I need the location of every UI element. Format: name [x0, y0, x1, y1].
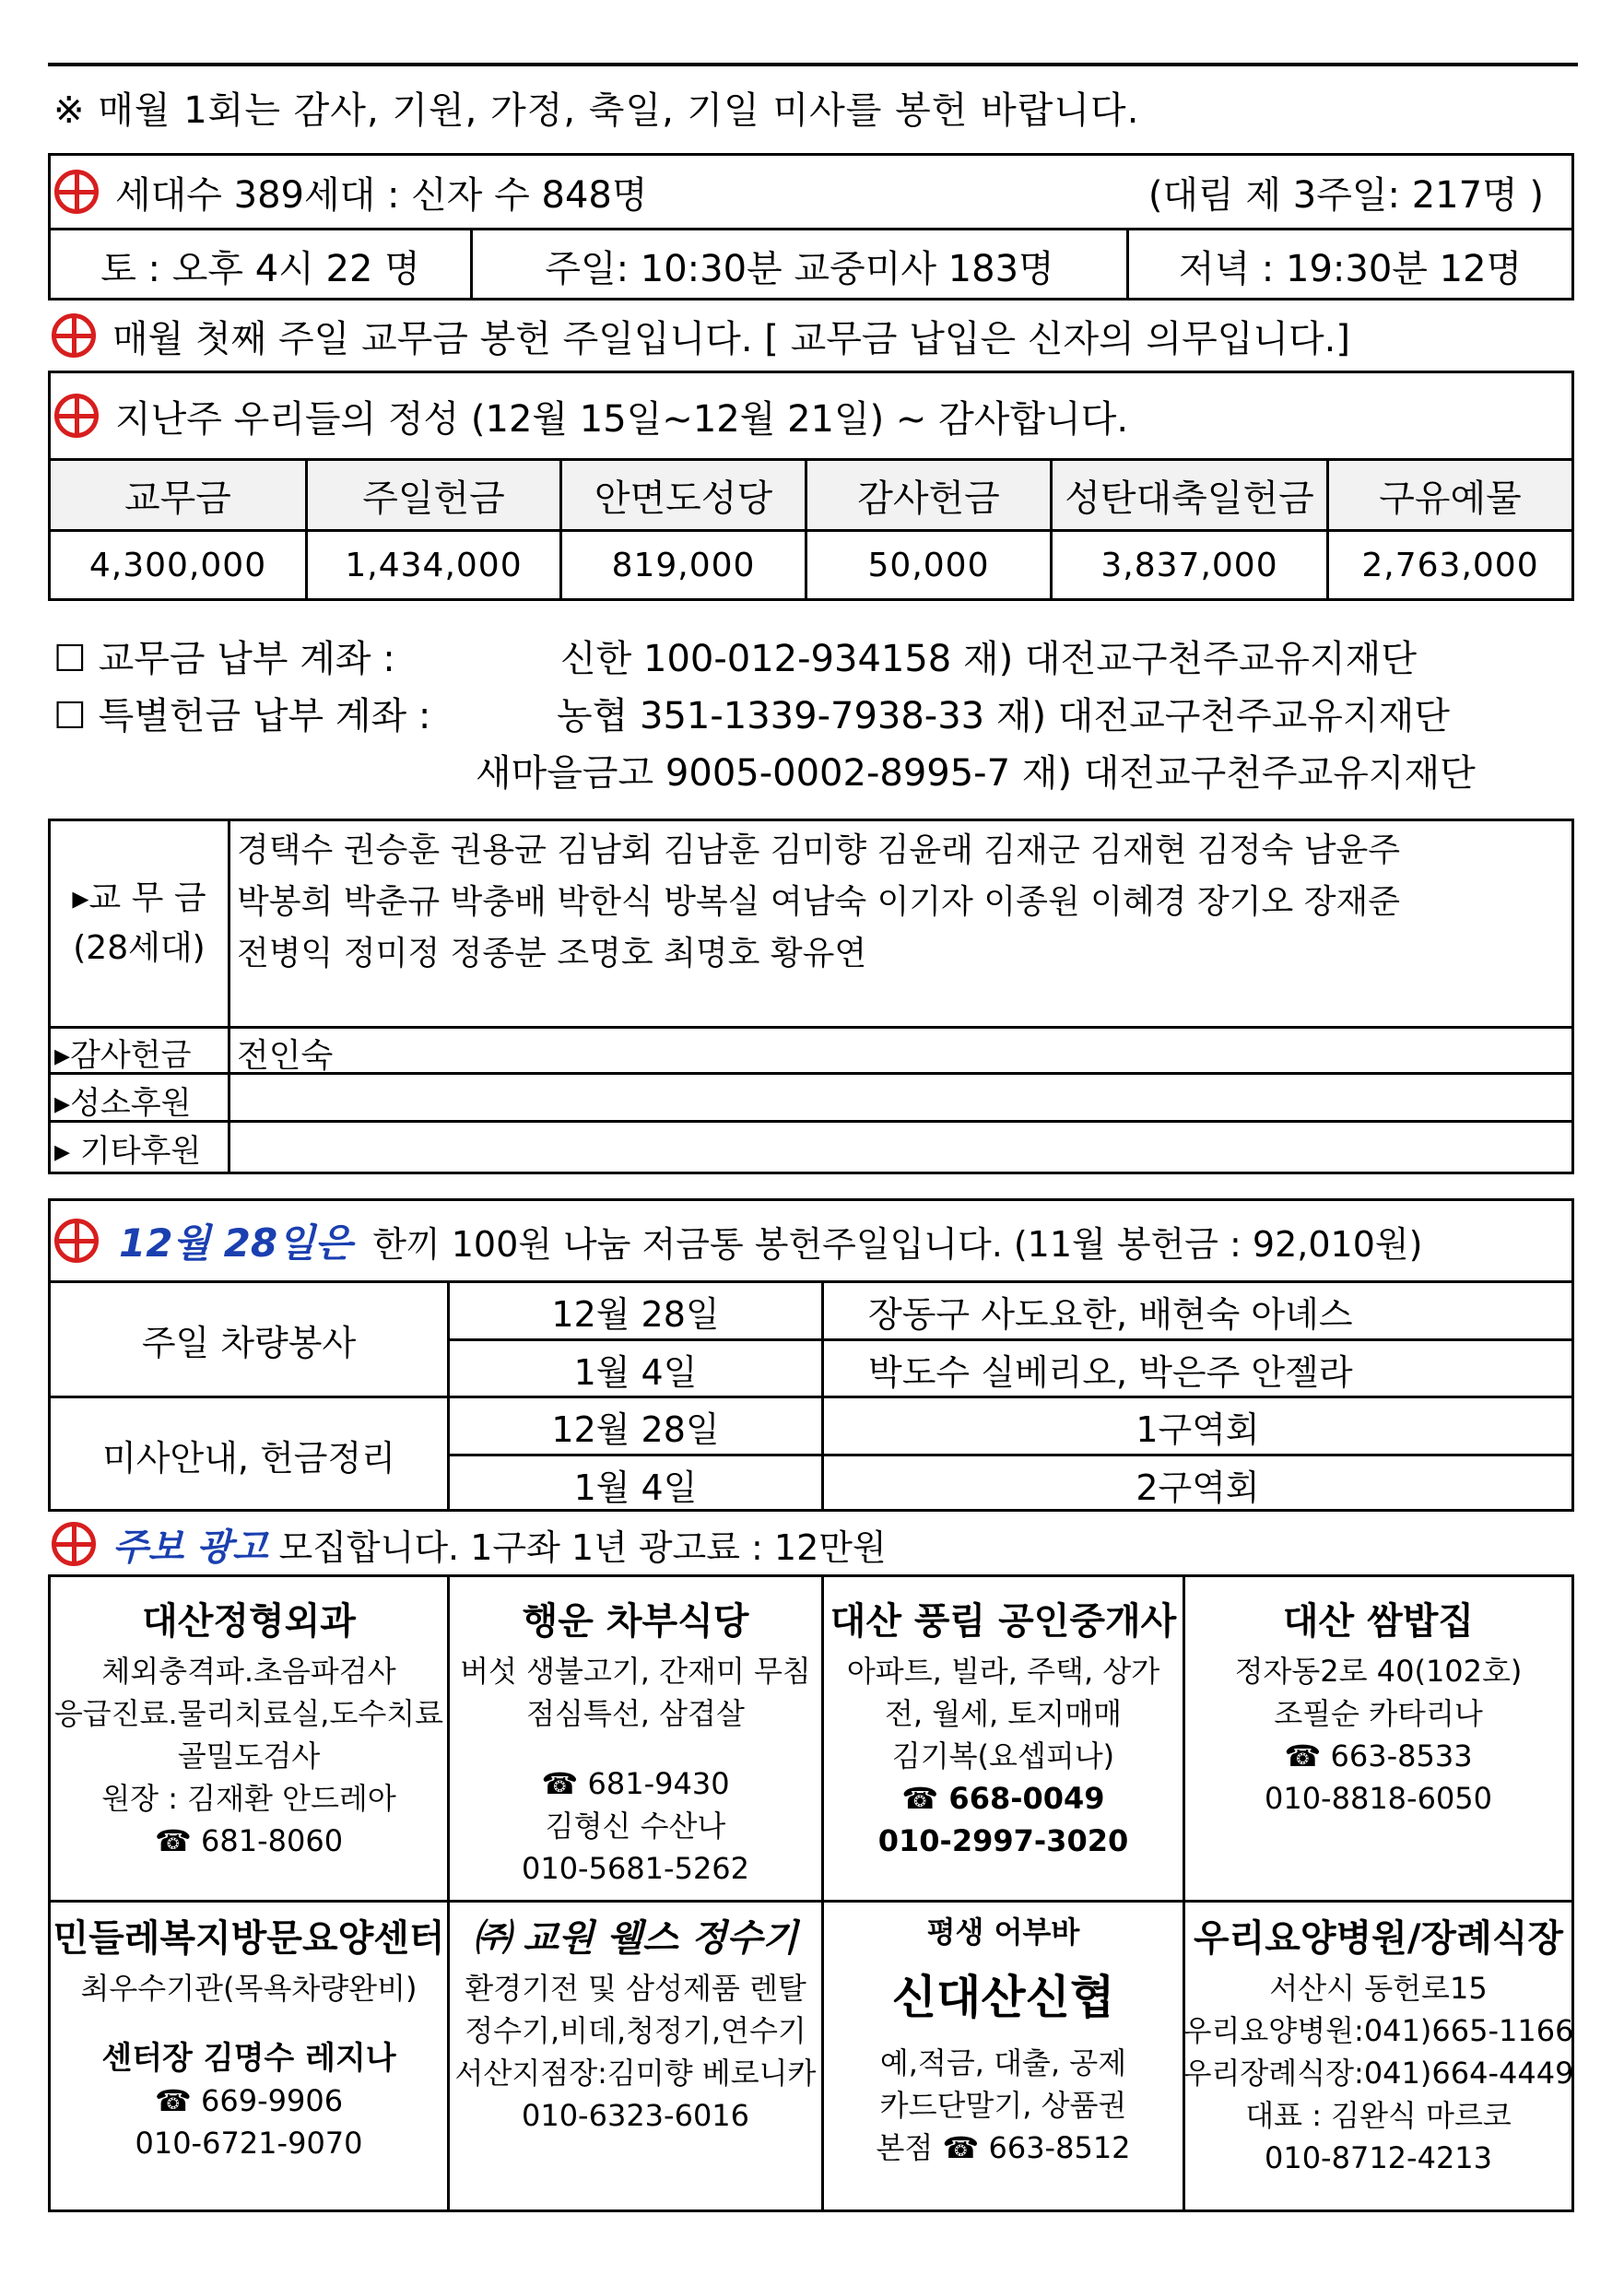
offering-title: 지난주 우리들의 정성 (12월 15일~12월 21일) ~ 감사합니다. [115, 397, 1129, 441]
offering-header-1: 주일헌금 [305, 461, 559, 529]
saemaeul-account: 새마을금고 9005-0002-8995-7 재) 대전교구천주교유지재단 [476, 752, 1476, 795]
due-notice: 매월 첫째 주일 교무금 봉헌 주일입니다. [ 교무금 납입은 신자의 의무입니다.] [112, 317, 1350, 360]
cross-icon [54, 394, 99, 438]
ad-line: 예,적금, 대출, 공제 [879, 2045, 1127, 2080]
ad-line: 최우수기관(목욕차량완비) [80, 1971, 418, 2006]
car-label: 주일 차량봉사 [141, 1322, 357, 1363]
ad-line: 본점 ☎ 663-8512 [876, 2130, 1131, 2165]
mass-notice: ※ 매월 1회는 감사, 기원, 가정, 축일, 기일 미사를 봉헌 바랍니다. [53, 89, 1140, 132]
service-who-cell: 장동구 사도요한, 배현숙 아녜스 [868, 1293, 1353, 1335]
ad-line: 정자동2로 40(102호) [1234, 1654, 1523, 1689]
donors-box [48, 819, 1574, 1174]
offering-value-4: 3,837,000 [1050, 532, 1326, 598]
offering-header-5: 구유예물 [1326, 461, 1571, 529]
ad-title: 대산 쌈밥집 [1282, 1600, 1475, 1643]
ad-line: 010-8818-6050 [1264, 1781, 1493, 1816]
ad-subtitle: 신대산신협 [891, 1971, 1115, 2024]
ad-line: 전, 월세, 토지매매 [884, 1696, 1123, 1731]
service-date-cell: 1월 4일 [573, 1351, 698, 1393]
offering-value-3: 50,000 [805, 532, 1050, 598]
offering-header-4: 성탄대축일헌금 [1050, 461, 1326, 529]
due-donors-label: ▸교 무 금 [72, 879, 206, 917]
ad-line: 환경기전 및 삼성제품 렌탈 [465, 1971, 806, 2006]
ad-line: 김기복(요셉피나) [891, 1738, 1115, 1773]
cross-icon [54, 170, 99, 214]
ad-title: 대산 풍림 공인중개사 [830, 1600, 1177, 1643]
ad-line: ☎ 668-0049 [901, 1781, 1105, 1816]
offering-value-5: 2,763,000 [1326, 532, 1571, 598]
stats-box [48, 153, 1574, 300]
ad-line: 010-5681-5262 [521, 1851, 750, 1886]
ad-card [1183, 1909, 1574, 2209]
offering-box [48, 371, 1574, 601]
ad-card [51, 1909, 447, 2209]
offering-value-1: 1,434,000 [305, 532, 559, 598]
other-label: ▸ 기타후원 [54, 1133, 202, 1170]
cross-icon [54, 1219, 99, 1263]
due-account-value: 신한 100-012-934158 재) 대전교구천주교유지재단 [560, 638, 1417, 680]
sun-mass: 주일: 10:30분 교중미사 183명 [470, 230, 1126, 300]
due-account-label: ☐ 교무금 납부 계좌 : [53, 638, 395, 680]
thanks-label: ▸감사헌금 [54, 1037, 192, 1074]
service-who-cell: 1구역회 [1136, 1408, 1260, 1450]
ad-line: 우리요양병원:041)665-1166 [1183, 2013, 1574, 2048]
ad-title: 민들레복지방문요양센터 [53, 1917, 445, 1960]
ad-title: ㈜ 교원 웰스 정수기 [473, 1917, 798, 1960]
ad-line: 아파트, 빌라, 주택, 상가 [846, 1654, 1160, 1689]
offering-header-2: 안면도성당 [559, 461, 805, 529]
top-rule [48, 63, 1578, 66]
ad-line: 버섯 생불고기, 간재미 무침 [460, 1654, 811, 1689]
thanks-names: 전인숙 [237, 1037, 334, 1075]
ad-line: 카드단말기, 상품권 [879, 2088, 1127, 2123]
ad-card [450, 1592, 821, 1896]
cross-icon [52, 1522, 96, 1566]
ads-box [48, 1574, 1574, 2212]
service-date-cell: 12월 28일 [551, 1408, 720, 1450]
ad-line: 정수기,비데,청정기,연수기 [465, 2013, 806, 2048]
special-account-value: 농협 351-1339-7938-33 재) 대전교구천주교유지재단 [557, 695, 1450, 737]
service-date-cell: 12월 28일 [551, 1293, 720, 1335]
ad-line: 우리장례식장:041)664-4449 [1183, 2056, 1574, 2091]
ad-line: ☎ 681-8060 [154, 1823, 344, 1858]
households-text: 세대수 389세대 : 신자 수 848명 [115, 173, 648, 217]
ad-card [1185, 1592, 1571, 1896]
ads-notice-row [52, 1517, 887, 1571]
ad-line: ☎ 681-9430 [541, 1766, 730, 1801]
offering-value-2: 819,000 [559, 532, 805, 598]
offering-header-0: 교무금 [124, 477, 231, 520]
due-donors-count: (28세대) [73, 929, 206, 967]
ad-line: ☎ 663-8533 [1284, 1738, 1473, 1773]
ad-card [824, 1909, 1183, 2209]
special-account-label: ☐ 특별헌금 납부 계좌 : [53, 695, 431, 737]
service-notice: 한끼 100원 나눔 저금통 봉헌주일입니다. (11월 봉헌금 : 92,010원) [372, 1223, 1423, 1265]
ad-title: 대산정형외과 [142, 1600, 356, 1643]
offering-header-3: 감사헌금 [805, 461, 1050, 529]
ad-card [51, 1592, 447, 1896]
service-box [48, 1198, 1574, 1512]
service-who-cell: 2구역회 [1136, 1467, 1260, 1508]
ad-line: 체외충격파.초음파검사 [101, 1654, 396, 1689]
due-names-line: 전병익 정미정 정종분 조명호 최명호 황유연 [237, 935, 867, 972]
due-names-line: 박봉희 박춘규 박충배 박한식 방복실 여남숙 이기자 이종원 이혜경 장기오 장재준 [237, 883, 1401, 921]
ad-title: 평생 어부바 [926, 1915, 1080, 1950]
ad-line: 점심특선, 삼겹살 [526, 1696, 745, 1731]
due-notice-row [52, 308, 1350, 363]
service-date: 12월 28일은 [119, 1220, 353, 1266]
cross-icon [52, 313, 96, 358]
ad-line: 서산시 동헌로15 [1269, 1971, 1488, 2006]
ad-line: 010-8712-4213 [1264, 2140, 1493, 2175]
ad-card [450, 1909, 821, 2209]
ad-title: 행운 차부식당 [522, 1600, 749, 1643]
sat-mass: 토 : 오후 4시 22 명 [100, 247, 420, 290]
ad-line: 010-2997-3020 [877, 1823, 1129, 1858]
ad-line: 골밀도검사 [177, 1738, 321, 1773]
ad-line: 응급진료.물리치료실,도수치료 [53, 1696, 444, 1731]
ad-line: 010-6323-6016 [521, 2098, 750, 2133]
ad-line: 대표 : 김완식 마르코 [1245, 2098, 1512, 2133]
ad-line: ☎ 669-9906 [154, 2083, 344, 2118]
mass-label: 미사안내, 헌금정리 [102, 1437, 395, 1479]
service-date-cell: 1월 4일 [573, 1467, 698, 1508]
service-who-cell: 박도수 실베리오, 박은주 안젤라 [868, 1351, 1353, 1393]
ads-highlight: 주보 광고 [112, 1526, 268, 1569]
ad-line: 원장 : 김재환 안드레아 [101, 1781, 396, 1816]
ad-card [824, 1592, 1183, 1896]
ad-title: 우리요양병원/장례식장 [1193, 1917, 1563, 1960]
ad-line: 센터장 김명수 레지나 [101, 2040, 396, 2077]
ad-line: 서산지점장:김미향 베로니카 [454, 2056, 817, 2091]
ads-notice-text: 모집합니다. 1구좌 1년 광고료 : 12만원 [278, 1526, 887, 1568]
ad-line: 010-6721-9070 [135, 2126, 363, 2161]
advent-attendance: (대림 제 3주일: 217명 ) [1147, 173, 1544, 217]
ad-line: 조필순 카타리나 [1274, 1696, 1483, 1731]
evening-mass: 저녁 : 19:30분 12명 [1126, 230, 1571, 300]
due-names-line: 경택수 권승훈 권용균 김남회 김남훈 김미향 김윤래 김재군 김재현 김정숙 남윤주 [237, 831, 1401, 869]
offering-value-0: 4,300,000 [88, 546, 267, 584]
sanctuary-label: ▸성소후원 [54, 1085, 192, 1122]
ad-line: 김형신 수산나 [545, 1809, 726, 1844]
